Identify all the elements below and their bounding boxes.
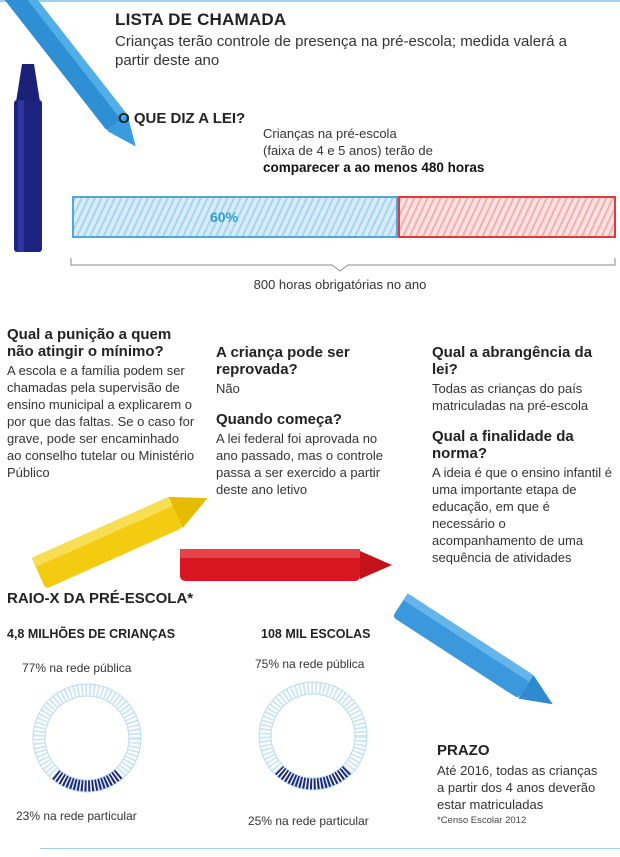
faq-purpose bbox=[432, 428, 612, 566]
law-line-2: (faixa de 4 e 5 anos) terão de bbox=[263, 143, 433, 158]
page-subtitle: Crianças terão controle de presença na pré-escola; medida valerá a partir deste ano bbox=[115, 33, 567, 69]
faq-scope bbox=[432, 344, 612, 414]
faq-question: Qual a abrangência da lei? bbox=[432, 344, 593, 378]
law-line-3: comparecer a ao menos 480 horas bbox=[263, 160, 485, 175]
faq-answer: Não bbox=[216, 381, 240, 396]
remaining-hours-bar bbox=[398, 196, 616, 238]
children-title: 4,8 MILHÕES DE CRIANÇAS bbox=[7, 627, 176, 641]
schools-public-label: 75% na rede pública bbox=[255, 657, 365, 671]
children-private-label: 23% na rede particular bbox=[16, 809, 137, 823]
children-ring-chart bbox=[25, 680, 155, 800]
red-crayon-icon bbox=[178, 545, 408, 585]
faq-start bbox=[216, 411, 386, 498]
prazo-title: PRAZO bbox=[437, 742, 490, 759]
children-public-label: 77% na rede pública bbox=[22, 661, 132, 675]
blue-crayon-bottom-icon bbox=[385, 600, 565, 710]
law-line-1: Crianças na pré-escola bbox=[263, 126, 397, 141]
source-note: *Censo Escolar 2012 bbox=[437, 815, 527, 826]
faq-answer: A lei federal foi aprovada no ano passado, mas o controle passa a ser exercido a partir deste ano letivo bbox=[216, 431, 383, 497]
schools-ring-inner-edge bbox=[271, 694, 355, 778]
page-title: LISTA DE CHAMADA bbox=[115, 10, 287, 29]
raiox-heading: RAIO-X DA PRÉ-ESCOLA* bbox=[7, 590, 194, 607]
faq-failing bbox=[216, 344, 386, 397]
schools-ring-chart bbox=[256, 676, 386, 806]
faq-question: A criança pode ser reprovada? bbox=[216, 344, 350, 378]
faq-question: Qual a punição a quem não atingir o mínimo? bbox=[7, 326, 172, 360]
faq-answer: Todas as crianças do país matriculadas na pré-escola bbox=[432, 381, 589, 413]
required-percent-label: 60% bbox=[210, 209, 239, 225]
navy-crayon-icon bbox=[8, 62, 48, 262]
law-text bbox=[263, 125, 484, 176]
prazo-body: Até 2016, todas as crianças a partir dos 4 anos deverão estar matriculadas bbox=[437, 763, 598, 812]
schools-title: 108 MIL ESCOLAS bbox=[261, 627, 371, 641]
children-ring-public-arc bbox=[39, 690, 135, 786]
faq-punishment bbox=[7, 326, 197, 481]
faq-answer: A ideia é que o ensino infantil é uma importante etapa de educação, em que é necessário o acompanhamento de uma sequência de atividades bbox=[432, 465, 612, 565]
faq-question: Qual a finalidade da norma? bbox=[432, 428, 574, 462]
children-ring-inner-edge bbox=[45, 696, 129, 780]
hours-brace bbox=[70, 256, 620, 274]
schools-ring-public-arc bbox=[265, 688, 361, 784]
law-heading: O QUE DIZ A LEI? bbox=[118, 110, 246, 127]
schools-private-label: 25% na rede particular bbox=[248, 814, 369, 828]
bottom-rule bbox=[40, 848, 620, 849]
faq-answer: A escola e a família podem ser chamadas pela supervisão de ensino municipal a explicarem o por que das faltas. Se o caso for grave, pode ser encaminhado ao conselho tutelar ou Ministério Público bbox=[7, 363, 195, 480]
faq-question: Quando começa? bbox=[216, 411, 342, 428]
total-hours-label: 800 horas obrigatórias no ano bbox=[253, 277, 427, 292]
